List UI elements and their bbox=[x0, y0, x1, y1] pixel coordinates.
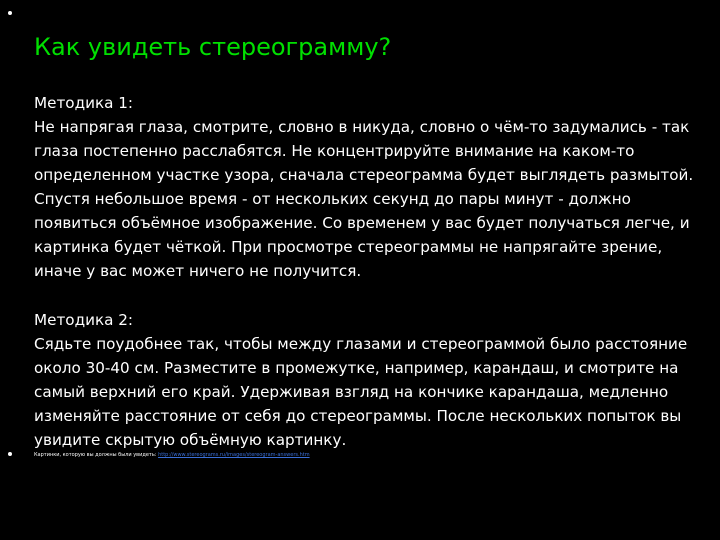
bullet-icon bbox=[8, 452, 12, 456]
method-1-text: Не напрягая глаза, смотрите, словно в никуда, словно о чём-то задумались - так глаза постепенно расслабятся. Не концентрируйте внимание на каком-то определенном участке узора, сначала стереограмма будет выглядеть размытой. Спустя небольшое время - от нескольких секунд до пары минут - должно появиться объёмное изображение. Со временем у вас будет получаться легче, и картинка будет чёткой. При просмотре стереограммы не напрягайте зрение, иначе у вас может ничего не получится. bbox=[34, 118, 694, 280]
footnote-text: Картинки, которую вы должны были увидеть: bbox=[34, 452, 157, 458]
method-2-heading: Методика 2: bbox=[34, 311, 134, 329]
footnote-link[interactable]: http://www.stereograms.ru/images/stereogram-answers.htm bbox=[158, 452, 310, 458]
slide-title: Как увидеть стереограмму? bbox=[34, 33, 392, 61]
method-1-block bbox=[34, 91, 714, 283]
footnote bbox=[34, 451, 310, 459]
method-2-block bbox=[34, 308, 714, 452]
method-2-text: Сядьте поудобнее так, чтобы между глазами и стереограммой было расстояние около 30-40 см. Разместите в промежутке, например, карандаш, и смотрите на самый верхний его край. Удерживая взгляд на кончике карандаша, медленно изменяйте расстояние от себя до стереограммы. После нескольких попыток вы увидите скрытую объёмную картинку. bbox=[34, 335, 688, 449]
method-1-heading: Методика 1: bbox=[34, 94, 134, 112]
bullet-icon bbox=[8, 11, 12, 15]
